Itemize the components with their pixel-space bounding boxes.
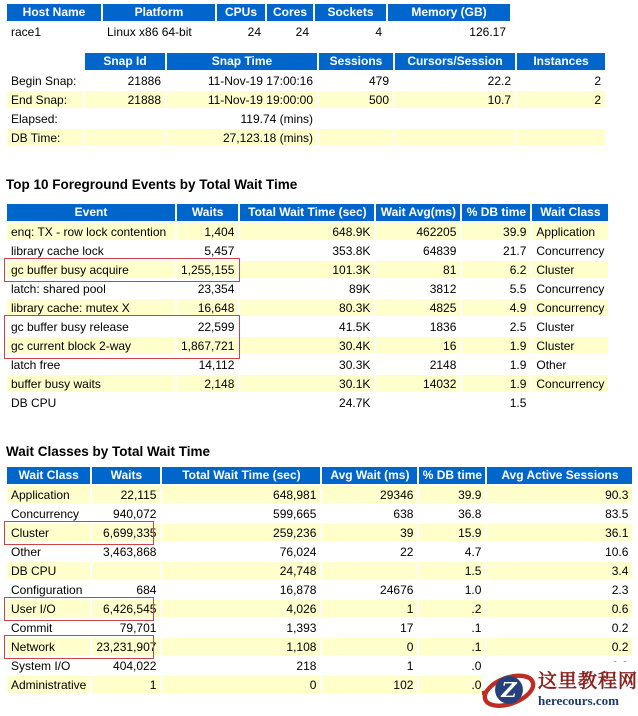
- table-cell: 684: [92, 581, 160, 598]
- column-header: Snap Id: [85, 53, 165, 70]
- table-cell: 648.9K: [240, 223, 374, 240]
- table-row: [7, 356, 608, 373]
- section-title-top-events: Top 10 Foreground Events by Total Wait Time: [6, 177, 298, 192]
- table-cell: Configuration: [7, 581, 90, 598]
- table-cell: 0: [322, 638, 417, 655]
- table-cell: 0.2: [487, 619, 632, 636]
- table-cell: Administrative: [7, 676, 90, 693]
- table-cell: Concurrency: [532, 242, 608, 259]
- header-row: [7, 53, 605, 70]
- table-cell: 479: [319, 72, 393, 89]
- table-row: [7, 110, 605, 127]
- table-cell: [322, 562, 417, 579]
- table-cell: 39.9: [419, 486, 485, 503]
- table-cell: 79,701: [92, 619, 160, 636]
- table-cell: 2: [517, 72, 605, 89]
- column-header: Cores: [267, 4, 313, 21]
- table-cell: Concurrency: [532, 375, 608, 392]
- table-cell: 259,236: [162, 524, 320, 541]
- table-cell: 353.8K: [240, 242, 374, 259]
- table-row: [7, 223, 608, 240]
- table-cell: 404,022: [92, 657, 160, 674]
- table-cell: [319, 110, 393, 127]
- table-cell: 1,108: [162, 638, 320, 655]
- column-header: Wait Class: [7, 467, 90, 484]
- table-cell: race1: [7, 23, 101, 40]
- table-row: [7, 581, 632, 598]
- table-cell: 2: [517, 91, 605, 108]
- column-header: Instances: [517, 53, 605, 70]
- table-cell: Application: [532, 223, 608, 240]
- table-row: [7, 562, 632, 579]
- table-cell: .0: [419, 676, 485, 693]
- wait-classes-table: [5, 465, 634, 695]
- table-cell: [177, 394, 238, 411]
- table-cell: Concurrency: [532, 299, 608, 316]
- table-row: [7, 72, 605, 89]
- table-cell: Concurrency: [7, 505, 90, 522]
- table-row: [7, 524, 632, 541]
- table-row: [7, 638, 632, 655]
- table-row: [7, 543, 632, 560]
- section-title-wait-classes: Wait Classes by Total Wait Time: [6, 444, 211, 459]
- table-cell: 2.3: [487, 581, 632, 598]
- table-cell: 126.17: [388, 23, 510, 40]
- table-row: [7, 23, 510, 40]
- table-cell: 4: [315, 23, 386, 40]
- table-cell: 36.8: [419, 505, 485, 522]
- table-cell: 1: [322, 600, 417, 617]
- table-cell: 21886: [85, 72, 165, 89]
- header-row: [7, 4, 510, 21]
- table-cell: 4.9: [462, 299, 530, 316]
- table-cell: gc current block 2-way: [7, 337, 175, 354]
- table-cell: 90.3: [487, 486, 632, 503]
- table-cell: 24: [217, 23, 265, 40]
- table-row: [7, 280, 608, 297]
- table-cell: 22.2: [395, 72, 515, 89]
- table-cell: 102: [322, 676, 417, 693]
- column-header: Platform: [103, 4, 215, 21]
- table-cell: 11-Nov-19 17:00:16: [167, 72, 317, 89]
- table-cell: 6,426,545: [92, 600, 160, 617]
- table-cell: Application: [7, 486, 90, 503]
- table-cell: [395, 129, 515, 146]
- table-cell: 1,404: [177, 223, 238, 240]
- column-header: Sockets: [315, 4, 386, 21]
- table-cell: 16: [376, 337, 460, 354]
- table-cell: 22,115: [92, 486, 160, 503]
- table-cell: 81: [376, 261, 460, 278]
- table-cell: DB CPU: [7, 562, 90, 579]
- table-cell: Elapsed:: [7, 110, 83, 127]
- table-cell: 23,231,907: [92, 638, 160, 655]
- table-cell: 3.4: [487, 562, 632, 579]
- table-cell: [517, 110, 605, 127]
- table-cell: 0.6: [487, 600, 632, 617]
- column-header: Host Name: [7, 4, 101, 21]
- table-cell: 2.5: [462, 318, 530, 335]
- watermark-site-url: herecours.com: [537, 692, 619, 708]
- table-cell: System I/O: [7, 657, 90, 674]
- table-cell: 648,981: [162, 486, 320, 503]
- table-cell: 21.7: [462, 242, 530, 259]
- table-row: [7, 261, 608, 278]
- table-cell: [319, 129, 393, 146]
- table-cell: enq: TX - row lock contention: [7, 223, 175, 240]
- table-row: [7, 299, 608, 316]
- table-row: [7, 318, 608, 335]
- table-cell: 462205: [376, 223, 460, 240]
- table-cell: latch: shared pool: [7, 280, 175, 297]
- table-cell: 22: [322, 543, 417, 560]
- table-cell: [92, 562, 160, 579]
- table-cell: [517, 129, 605, 146]
- host-info-table: [5, 2, 512, 42]
- table-row: [7, 129, 605, 146]
- table-cell: Linux x86 64-bit: [103, 23, 215, 40]
- table-cell: 4.7: [419, 543, 485, 560]
- column-header: Sessions: [319, 53, 393, 70]
- column-header: Memory (GB): [388, 4, 510, 21]
- table-cell: 6.2: [462, 261, 530, 278]
- watermark-logo: [482, 662, 536, 716]
- table-row: [7, 505, 632, 522]
- table-cell: 1.9: [462, 337, 530, 354]
- table-cell: 599,665: [162, 505, 320, 522]
- table-cell: 89K: [240, 280, 374, 297]
- table-cell: 16,878: [162, 581, 320, 598]
- table-row: [7, 600, 632, 617]
- table-cell: 1.5: [462, 394, 530, 411]
- table-cell: 17: [322, 619, 417, 636]
- table-cell: Network: [7, 638, 90, 655]
- column-header: Waits: [92, 467, 160, 484]
- table-cell: 83.5: [487, 505, 632, 522]
- table-cell: Begin Snap:: [7, 72, 83, 89]
- table-cell: .1: [419, 619, 485, 636]
- column-header: Snap Time: [167, 53, 317, 70]
- top-events-table: [5, 202, 610, 413]
- table-cell: 23,354: [177, 280, 238, 297]
- table-cell: 24: [267, 23, 313, 40]
- table-cell: 30.4K: [240, 337, 374, 354]
- table-cell: Concurrency: [532, 280, 608, 297]
- table-cell: 14,112: [177, 356, 238, 373]
- table-cell: 24.7K: [240, 394, 374, 411]
- table-cell: 500: [319, 91, 393, 108]
- header-row: [7, 467, 632, 484]
- table-cell: 4,026: [162, 600, 320, 617]
- table-row: [7, 394, 608, 411]
- table-cell: 218: [162, 657, 320, 674]
- column-header: Waits: [177, 204, 238, 221]
- table-cell: 0.2: [487, 638, 632, 655]
- table-cell: Other: [7, 543, 90, 560]
- table-cell: Cluster: [532, 337, 608, 354]
- table-row: [7, 486, 632, 503]
- table-cell: [85, 110, 165, 127]
- table-cell: 30.1K: [240, 375, 374, 392]
- table-cell: library cache: mutex X: [7, 299, 175, 316]
- table-cell: 39.9: [462, 223, 530, 240]
- table-cell: [85, 129, 165, 146]
- table-cell: .2: [419, 600, 485, 617]
- column-header: Wait Class: [532, 204, 608, 221]
- table-cell: 1,393: [162, 619, 320, 636]
- table-cell: User I/O: [7, 600, 90, 617]
- table-cell: 638: [322, 505, 417, 522]
- table-cell: 24676: [322, 581, 417, 598]
- table-cell: Commit: [7, 619, 90, 636]
- table-cell: Cluster: [532, 318, 608, 335]
- table-cell: 80.3K: [240, 299, 374, 316]
- watermark: [482, 662, 638, 716]
- table-cell: 22,599: [177, 318, 238, 335]
- table-cell: 24,748: [162, 562, 320, 579]
- table-cell: Cluster: [532, 261, 608, 278]
- table-cell: 3,463,868: [92, 543, 160, 560]
- table-cell: 940,072: [92, 505, 160, 522]
- column-header: Avg Wait (ms): [322, 467, 417, 484]
- column-header: Cursors/Session: [395, 53, 515, 70]
- table-cell: 27,123.18 (mins): [167, 129, 317, 146]
- watermark-logo-letter: Z: [501, 676, 517, 702]
- table-row: [7, 619, 632, 636]
- table-cell: 1.9: [462, 356, 530, 373]
- table-cell: 2148: [376, 356, 460, 373]
- table-cell: .1: [419, 638, 485, 655]
- table-cell: 1.9: [462, 375, 530, 392]
- table-cell: 10.7: [395, 91, 515, 108]
- column-header: CPUs: [217, 4, 265, 21]
- table-cell: 2,148: [177, 375, 238, 392]
- table-cell: 1,867,721: [177, 337, 238, 354]
- table-cell: 36.1: [487, 524, 632, 541]
- table-cell: 5,457: [177, 242, 238, 259]
- table-cell: DB Time:: [7, 129, 83, 146]
- table-cell: 11-Nov-19 19:00:00: [167, 91, 317, 108]
- snapshot-table: [5, 51, 607, 148]
- table-cell: gc buffer busy acquire: [7, 261, 175, 278]
- table-cell: .0: [419, 657, 485, 674]
- table-cell: latch free: [7, 356, 175, 373]
- column-header: Total Wait Time (sec): [240, 204, 374, 221]
- table-cell: [395, 110, 515, 127]
- table-cell: 6,699,335: [92, 524, 160, 541]
- table-cell: [376, 394, 460, 411]
- table-row: [7, 91, 605, 108]
- table-cell: 5.5: [462, 280, 530, 297]
- table-cell: [532, 394, 608, 411]
- table-cell: 30.3K: [240, 356, 374, 373]
- table-row: [7, 375, 608, 392]
- table-cell: End Snap:: [7, 91, 83, 108]
- table-cell: 64839: [376, 242, 460, 259]
- table-cell: Cluster: [7, 524, 90, 541]
- table-cell: 41.5K: [240, 318, 374, 335]
- table-cell: DB CPU: [7, 394, 175, 411]
- table-cell: 14032: [376, 375, 460, 392]
- table-cell: 119.74 (mins): [167, 110, 317, 127]
- column-header: Avg Active Sessions: [487, 467, 632, 484]
- table-cell: 76,024: [162, 543, 320, 560]
- table-cell: 1: [92, 676, 160, 693]
- table-cell: 29346: [322, 486, 417, 503]
- table-cell: 1: [322, 657, 417, 674]
- table-cell: Other: [532, 356, 608, 373]
- table-cell: 101.3K: [240, 261, 374, 278]
- table-row: [7, 337, 608, 354]
- table-cell: 39: [322, 524, 417, 541]
- column-header: Event: [7, 204, 175, 221]
- watermark-site-name: 这里教程网: [537, 670, 638, 692]
- header-row: [7, 204, 608, 221]
- table-cell: 1836: [376, 318, 460, 335]
- table-cell: buffer busy waits: [7, 375, 175, 392]
- table-cell: 1.0: [419, 581, 485, 598]
- column-header: Wait Avg(ms): [376, 204, 460, 221]
- table-cell: 21888: [85, 91, 165, 108]
- table-cell: gc buffer busy release: [7, 318, 175, 335]
- column-header: [7, 53, 83, 70]
- column-header: Total Wait Time (sec): [162, 467, 320, 484]
- table-cell: 3812: [376, 280, 460, 297]
- table-cell: 15.9: [419, 524, 485, 541]
- table-row: [7, 242, 608, 259]
- column-header: % DB time: [419, 467, 485, 484]
- table-cell: 10.6: [487, 543, 632, 560]
- table-cell: 1.5: [419, 562, 485, 579]
- table-cell: 16,648: [177, 299, 238, 316]
- table-cell: library cache lock: [7, 242, 175, 259]
- table-cell: 0: [162, 676, 320, 693]
- table-cell: 4825: [376, 299, 460, 316]
- table-cell: 1,255,155: [177, 261, 238, 278]
- column-header: % DB time: [462, 204, 530, 221]
